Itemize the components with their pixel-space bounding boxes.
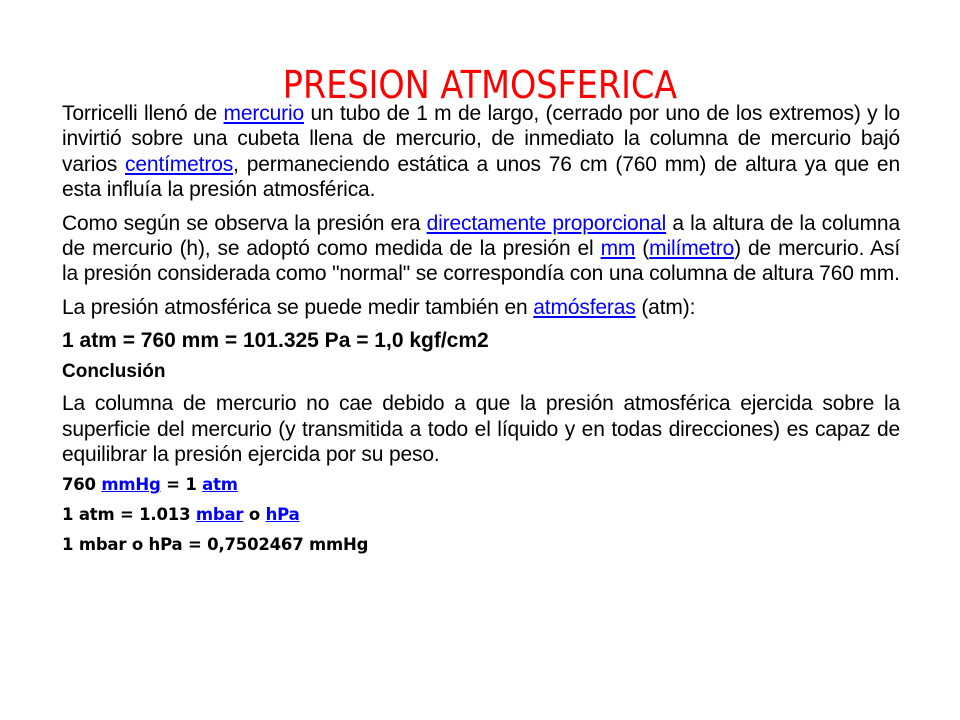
slide-content bbox=[62, 101, 900, 565]
link-mercurio[interactable]: mercurio bbox=[223, 102, 305, 125]
conclusion-heading: Conclusión bbox=[62, 361, 166, 383]
link-hpa[interactable]: hPa bbox=[265, 505, 300, 525]
link-directamente-proporcional[interactable]: directamente proporcional bbox=[426, 211, 667, 235]
text: Torricelli llenó de bbox=[62, 102, 224, 125]
paragraph-proporcional bbox=[62, 211, 900, 287]
paragraph-conclusion: La columna de mercurio no cae debido a que la presión atmosférica ejercida sobre la superficie del mercurio (y transmitida a todo el líquido y en todas direcciones) es capaz de equilibrar la presión ejercida por su peso. bbox=[62, 392, 900, 467]
slide-title: PRESION ATMOSFERICA bbox=[282, 63, 678, 108]
text: 1 atm = 1.013 bbox=[62, 505, 196, 525]
link-mmhg[interactable]: mmHg bbox=[101, 475, 161, 495]
link-mm[interactable]: mm bbox=[600, 237, 636, 261]
link-centimetros[interactable]: centímetros bbox=[125, 152, 234, 176]
equation-mbar-mmhg: 1 mbar o hPa = 0,7502467 mmHg bbox=[62, 535, 369, 555]
paragraph-atmosferas bbox=[62, 295, 900, 320]
text: (atm): bbox=[635, 295, 696, 319]
text: = 1 bbox=[160, 475, 203, 495]
link-mbar[interactable]: mbar bbox=[195, 505, 244, 525]
text: ) de mercurio. Así la presión considerada como "normal" se correspondía con una columna de altura 760 mm. bbox=[62, 237, 901, 286]
text: La presión atmosférica se puede medir también en bbox=[62, 295, 534, 319]
text: ( bbox=[635, 237, 650, 261]
link-atmosferas[interactable]: atmósferas bbox=[533, 295, 636, 319]
link-milimetro[interactable]: milímetro bbox=[649, 237, 735, 261]
text: Como según se observa la presión era bbox=[62, 211, 427, 235]
text: 760 bbox=[62, 475, 102, 495]
text: a la altura de la columna de mercurio (h), se adoptó como medida de la presión el bbox=[62, 211, 900, 261]
equation-mmhg-atm bbox=[62, 475, 900, 495]
equation-atm-mbar bbox=[62, 505, 900, 525]
paragraph-torricelli bbox=[62, 101, 900, 203]
text: , permaneciendo estática a unos 76 cm (760 mm) de altura ya que en esta influía la presión atmosférica. bbox=[62, 152, 900, 202]
formula-atm: 1 atm = 760 mm = 101.325 Pa = 1,0 kgf/cm2 bbox=[62, 329, 489, 353]
link-atm[interactable]: atm bbox=[202, 475, 238, 495]
text: un tubo de 1 m de largo, (cerrado por uno de los extremos) y lo invirtió sobre una cubeta llena de mercurio, de inmediato la columna de mercurio bajó varios bbox=[62, 102, 900, 176]
text: o bbox=[243, 505, 266, 525]
